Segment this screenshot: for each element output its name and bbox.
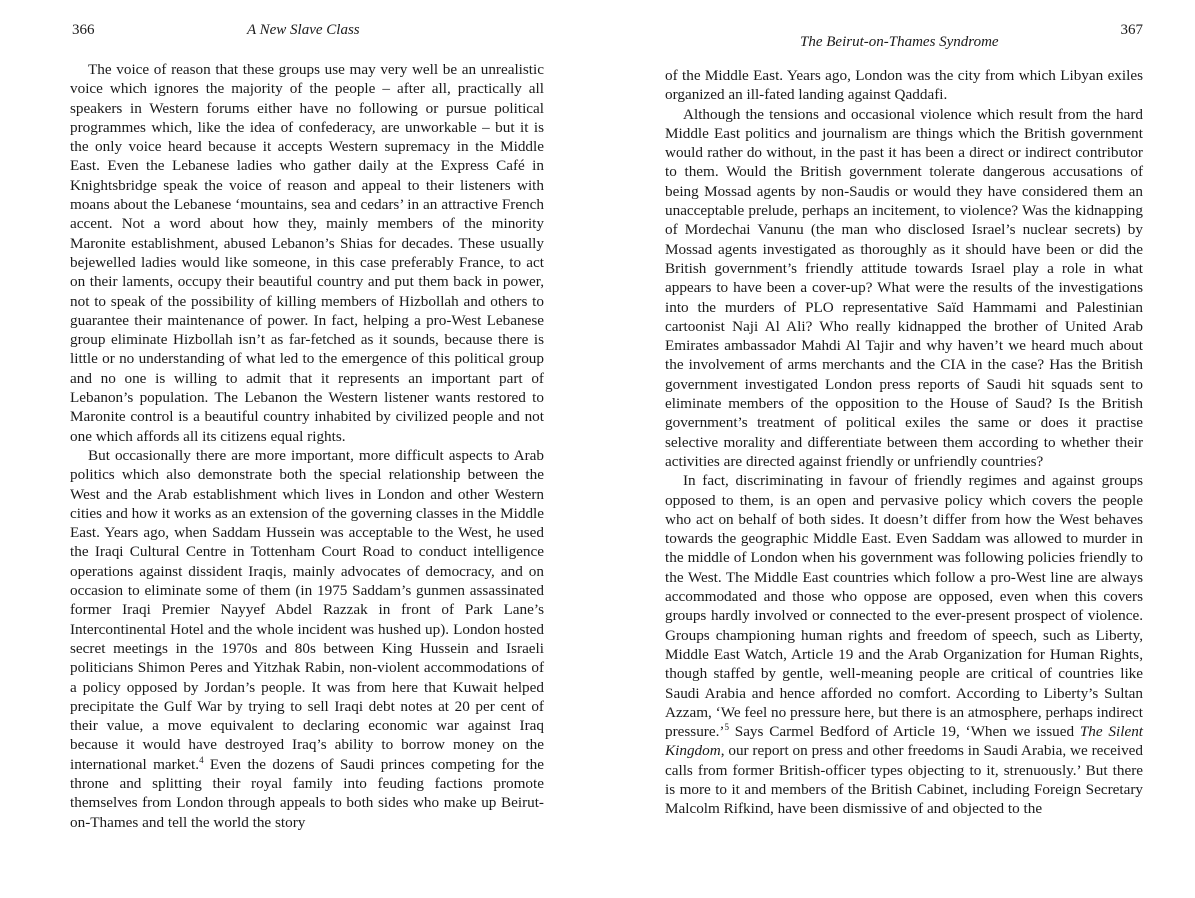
left-running-head <box>52 22 544 48</box>
paragraph-text: , our report on press and other freedoms in Saudi Arabia, we received calls from former British-officer types objecting to it, strenuously.’ But there is more to it and members of the British Cabinet, including Foreign Secretary Malcolm Rifkind, have been dismissive of and objected to the <box>665 742 1143 818</box>
right-page <box>665 0 1143 898</box>
left-page-number: 366 <box>72 22 95 38</box>
paragraph <box>665 66 1143 105</box>
paragraph-text: Says Carmel Bedford of Article 19, ‘When we issued <box>728 723 1080 741</box>
right-running-title: The Beirut-on-Thames Syndrome <box>800 34 999 50</box>
right-running-head <box>665 22 1143 48</box>
paragraph <box>70 60 544 446</box>
left-body-text <box>70 60 544 832</box>
italic-title: The Silent Kingdom <box>665 723 1144 760</box>
paragraph <box>665 105 1143 472</box>
footnote-marker: 4 <box>199 754 204 765</box>
left-page <box>52 0 544 898</box>
paragraph-text: of the Middle East. Years ago, London was the city from which Libyan exiles organized an ill-fated landing against Qaddafi. <box>665 67 1143 104</box>
right-body-text <box>665 66 1143 819</box>
paragraph <box>70 446 544 832</box>
footnote-marker: 5 <box>724 722 729 733</box>
right-page-number: 367 <box>1120 22 1143 38</box>
paragraph-text: But occasionally there are more important, more difficult aspects to Arab politics which also demonstrate both the special relationship between the West and the Arab establishment which lives in London and other Western cities and how it works as an extension of the governing classes in the Middle East. Years ago, when Saddam Hussein was acceptable to the West, he used the Iraqi Cultural Centre in Tottenham Court Road to conduct intelligence operations against dissident Iraqis, mainly advocates of democracy, and on occasion to eliminate some of them (in 1975 Saddam’s gunmen assassinated former Iraqi Premier Nayyef Abdel Razzak in front of Park Lane’s Intercontinental Hotel and the whole incident was hushed up). London hosted secret meetings in the 1970s and 80s between King Hussein and Israeli politicians Shimon Peres and Yitzhak Rabin, non-violent accommodations of a policy opposed by Jordan’s people. It was from here that Kuwait helped precipitate the Gulf War by trying to sell Iraqi debt notes at 20 per cent of their value, a move equivalent to declaring economic war against Iraq because it would have destroyed Iraq’s ability to borrow money on the international market. <box>70 446 544 773</box>
paragraph-text: The voice of reason that these groups use may very well be an unrealistic voice which ignores the majority of the people – after all, practically all speakers in Western forums either have no following or pursue political programmes which, like the idea of confederacy, are unworkable – but it is the only voice heard because it accepts Western supremacy in the Middle East. Even the Lebanese ladies who gather daily at the Express Café in Knightsbridge speak the voice of reason and appeal to their listeners with moans about the Lebanese ‘mountains, sea and cedars’ in an attractive French accent. Not a word about how they, mainly members of the minority Maronite establishment, abused Lebanon’s Shias for decades. These usually bejewelled ladies would like someone, in this case preferably France, to act on their laments, occupy their beautiful country and put them back in power, not to speak of the possibility of killing members of Hizbollah and others to guarantee their maintenance of power. In fact, helping a pro-West Lebanese group eliminate Hizbollah isn’t as far-fetched as it sounds, because there is little or no understanding of what led to the emergence of this political group and no one is willing to admit that it represents an important part of Lebanon’s population. The Lebanon the Western listener wants restored to Maronite control is a beautiful country inhabited by civilized people and not one which affords all its citizens equal rights. <box>70 61 544 445</box>
paragraph <box>665 471 1143 818</box>
paragraph-text: Even the dozens of Saudi princes competing for the throne and splitting their royal family into feuding factions promote themselves from London through appeals to both sides who make up Beirut-on-Thames and tell the world the story <box>70 755 544 831</box>
paragraph-text: In fact, discriminating in favour of friendly regimes and against groups opposed to them, is an open and pervasive policy which covers the people who act on behalf of both sides. It doesn’t differ from how the West behaves towards the geographic Middle East. Even Saddam was allowed to murder in the middle of London when his government was following policies friendly to the West. The Middle East countries which follow a pro-West line are always accommodated and those who oppose are opposed, even when this covers groups hardly involved or connected to the ever-present prospect of violence. Groups championing human rights and freedom of speech, such as Liberty, Middle East Watch, Article 19 and the Arab Organization for Human Rights, though staffed by gentle, well-meaning people are critical of countries like Saudi Arabia and hence afforded no comfort. According to Liberty’s Sultan Azzam, ‘We feel no pressure here, but there is an atmosphere, perhaps indirect pressure.’ <box>665 472 1143 741</box>
left-running-title: A New Slave Class <box>247 22 360 38</box>
paragraph-text: Although the tensions and occasional violence which result from the hard Middle East politics and journalism are things which the British government would rather do without, in the past it has been a direct or indirect contributor to them. Would the British government tolerate dangerous accusations of being Mossad agents by non-Saudis or would they have considered them an unacceptable prelude, perhaps an incitement, to violence? Was the kidnapping of Mordechai Vanunu (the man who disclosed Israel’s nuclear secrets) by Mossad agents investigated as thoroughly as it should have been or did the British government’s friendly attitude towards Israel play a role in what appears to have been a cover-up? What were the results of the investigations into the murders of PLO representative Saïd Hammami and Palestinian cartoonist Naji Al Ali? Who really kidnapped the brother of United Arab Emirates ambassador Mahdi Al Tajir and why haven’t we heard much about the involvement of arms merchants and the CIA in the case? Has the British government investigated London press reports of Saudi hit squads sent to eliminate members of the opposition to the House of Saud? Is the British government’s treatment of political exiles the same or does it practise selective morality and differentiate between them according to whether their activities are directed against friendly or unfriendly countries? <box>665 105 1143 470</box>
